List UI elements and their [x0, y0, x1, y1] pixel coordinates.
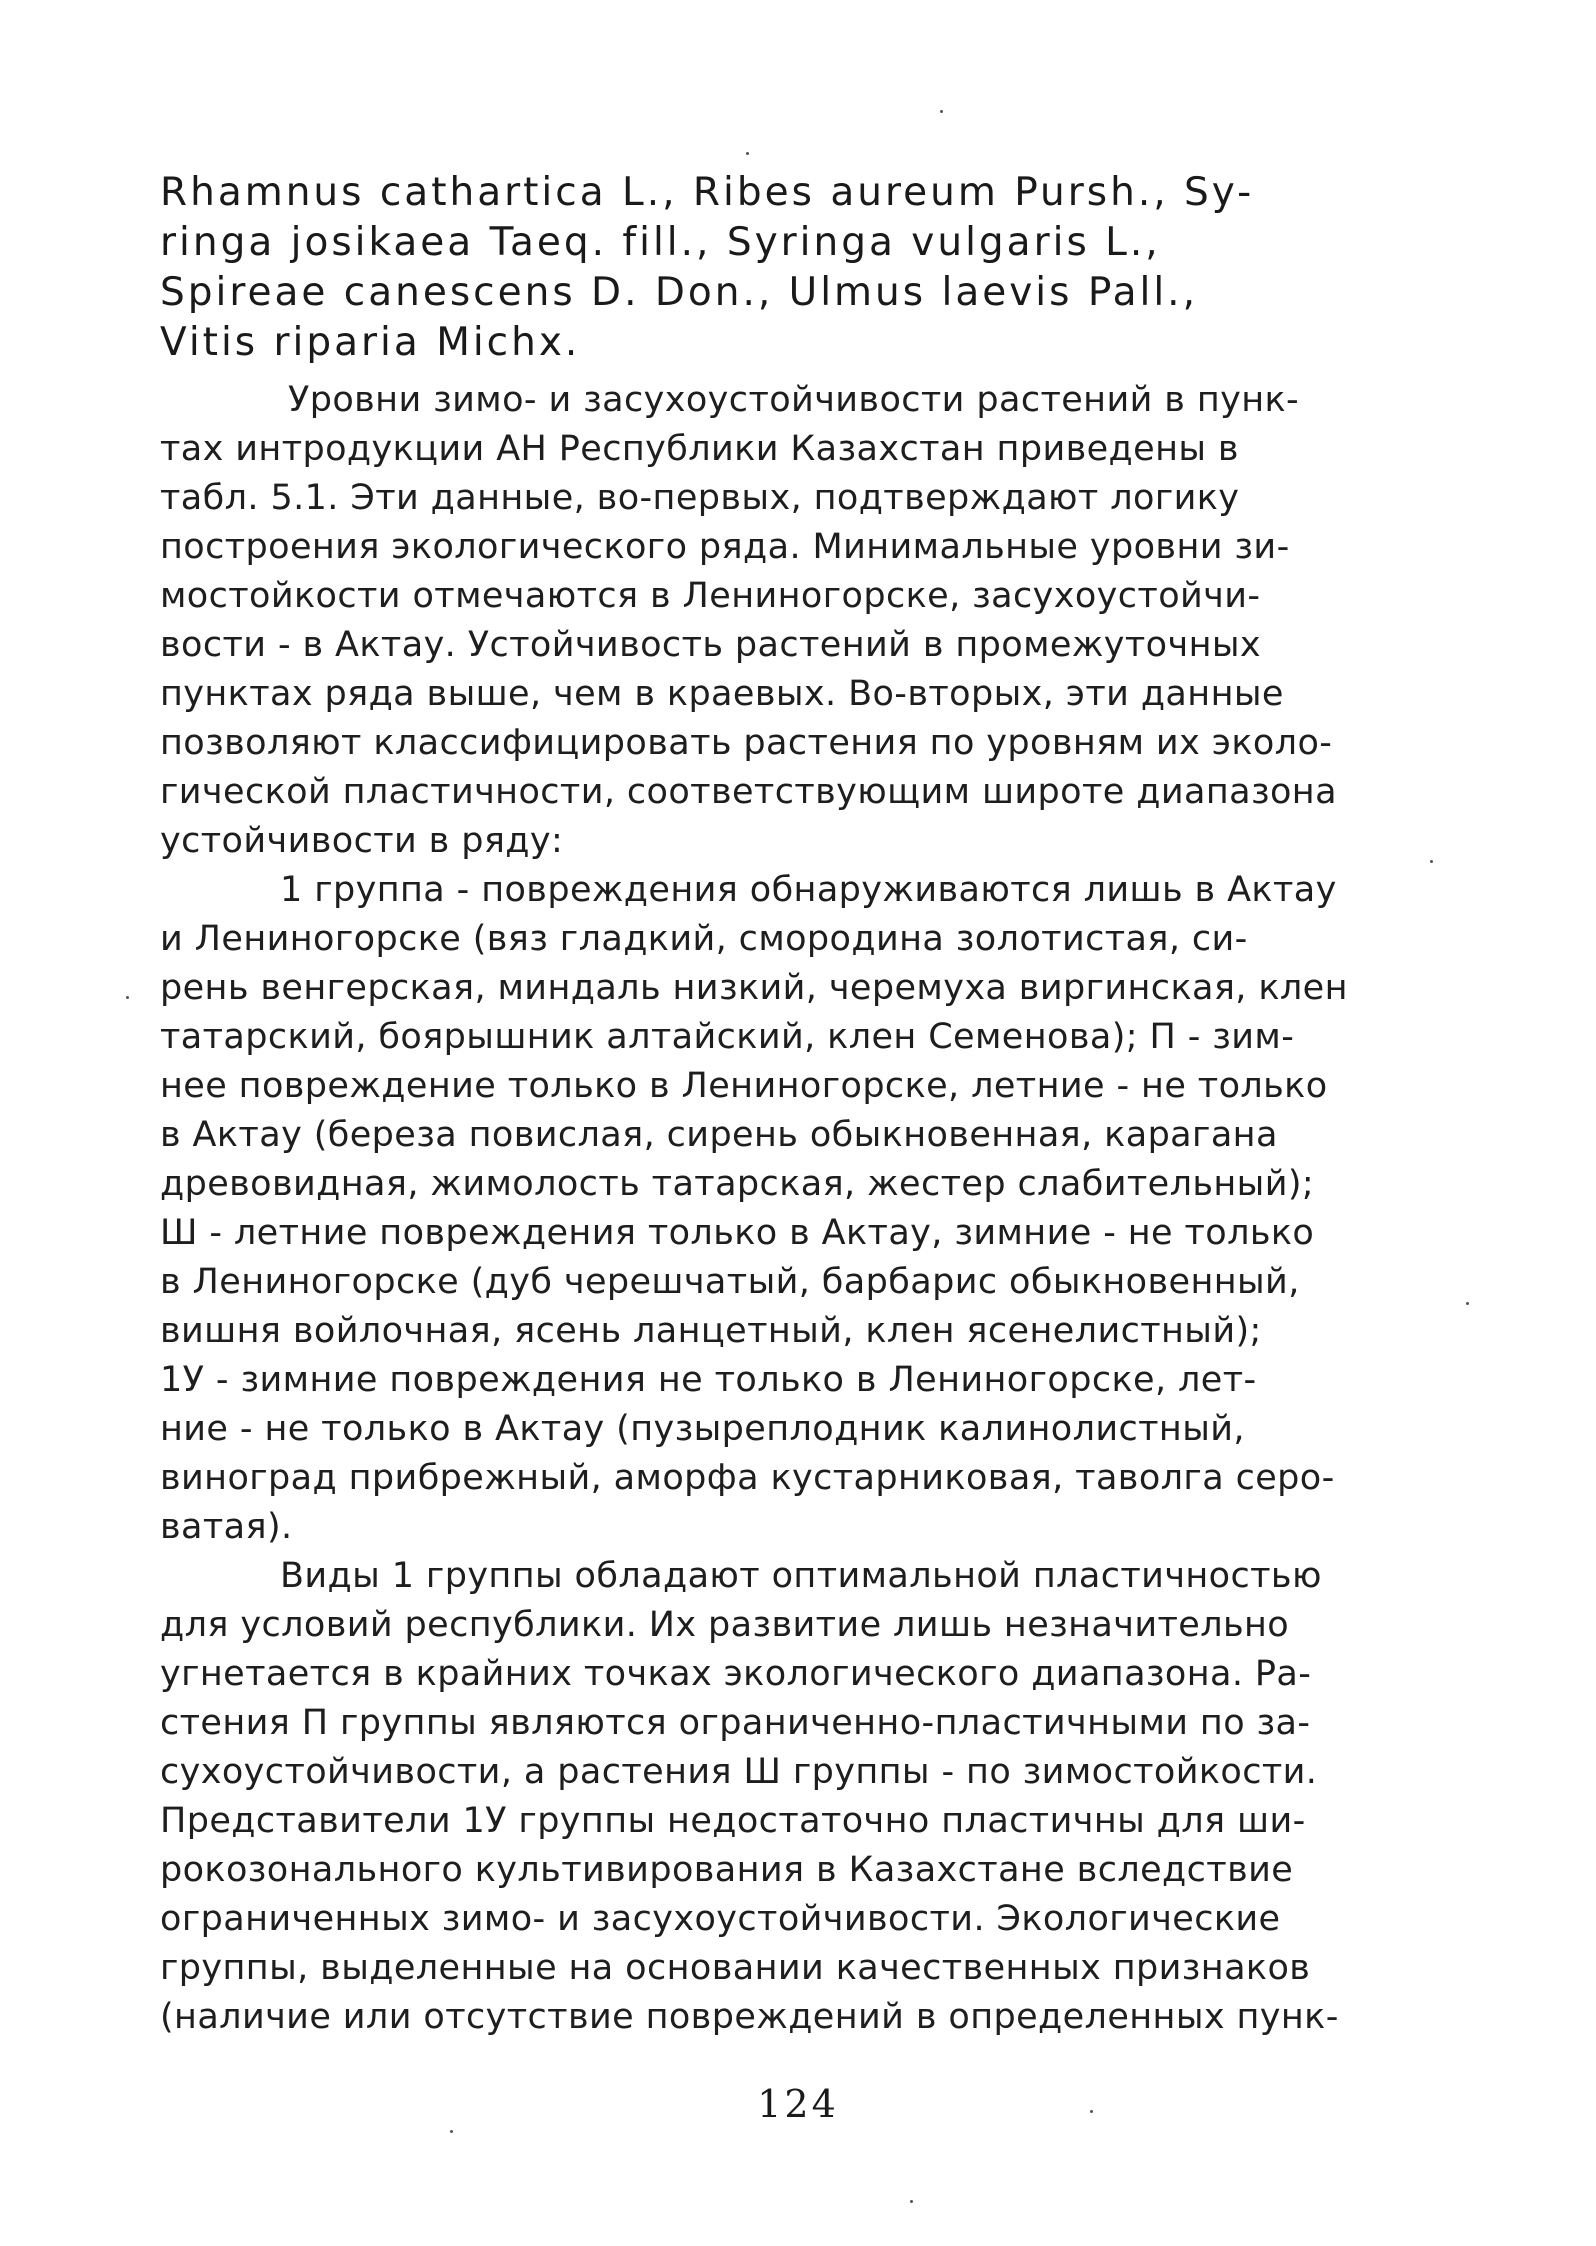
text-line: древовидная, жимолость татарская, жестер слабительный); [160, 1164, 1315, 1204]
text-line: для условий республики. Их развитие лишь незначительно [160, 1605, 1290, 1645]
text-line: Уровни зимо- и засухоустойчивости растений в пунк- [288, 380, 1300, 420]
scan-speck [1430, 860, 1433, 863]
latin-line: Spireae canescens D. Don., Ulmus laevis Pall., [160, 270, 1198, 315]
text-line: ние - не только в Актау (пузыреплодник калинолистный, [160, 1409, 1245, 1449]
text-line: устойчивости в ряду: [160, 821, 564, 861]
paragraph-gap [160, 368, 1480, 376]
paragraph-resistance-levels [160, 376, 1480, 866]
scan-speck [1466, 1302, 1469, 1305]
scan-speck [126, 996, 129, 999]
text-line: в Актау (береза повислая, сирень обыкновенная, карагана [160, 1115, 1278, 1155]
text-line: группы, выделенные на основании качественных признаков [160, 1948, 1311, 1988]
text-line: 1 группа - повреждения обнаруживаются лишь в Актау [280, 870, 1337, 910]
scan-speck [746, 152, 749, 155]
text-line: построения экологического ряда. Минимальные уровни зи- [160, 527, 1290, 567]
text-line: (наличие или отсутствие повреждений в определенных пунк- [160, 1997, 1339, 2037]
scan-speck [450, 2130, 453, 2133]
text-line: мостойкости отмечаются в Лениногорске, засухоустойчи- [160, 576, 1261, 616]
text-line: в Лениногорске (дуб черешчатый, барбарис обыкновенный, [160, 1262, 1300, 1302]
text-line: Ш - летние повреждения только в Актау, зимние - не только [160, 1213, 1315, 1253]
text-line: 1У - зимние повреждения не только в Лениногорске, лет- [160, 1360, 1257, 1400]
scan-speck [940, 110, 943, 113]
paragraph-group-plasticity [160, 1552, 1480, 2042]
body-text [160, 168, 1480, 2042]
text-line: татарский, боярышник алтайский, клен Семенова); П - зим- [160, 1017, 1295, 1057]
text-line: гической пластичности, соответствующим широте диапазона [160, 772, 1337, 812]
text-line: позволяют классифицировать растения по уровням их эколо- [160, 723, 1333, 763]
page-number: 124 [757, 2082, 839, 2126]
text-line: нее повреждение только в Лениногорске, летние - не только [160, 1066, 1328, 1106]
text-line: рень венгерская, миндаль низкий, черемуха виргинская, клен [160, 968, 1348, 1008]
text-line: угнетается в крайних точках экологического диапазона. Ра- [160, 1654, 1312, 1694]
text-line: табл. 5.1. Эти данные, во-первых, подтверждают логику [160, 478, 1240, 518]
text-line: сухоустойчивости, а растения Ш группы - по зимостойкости. [160, 1752, 1318, 1792]
species-list-latin [160, 168, 1480, 368]
scan-speck [1090, 2110, 1093, 2113]
scan-speck [910, 2200, 913, 2203]
text-line: пунктах ряда выше, чем в краевых. Во-вторых, эти данные [160, 674, 1284, 714]
latin-line: Rhamnus cathartica L., Ribes aureum Pursh., Sy- [160, 170, 1255, 215]
paragraph-plant-groups [160, 866, 1480, 1552]
text-line: и Лениногорске (вяз гладкий, смородина золотистая, си- [160, 919, 1248, 959]
text-line: стения П группы являются ограниченно-пластичными по за- [160, 1703, 1311, 1743]
text-line: вости - в Актау. Устойчивость растений в промежуточных [160, 625, 1261, 665]
latin-line: ringa josikaea Taeq. fill., Syringa vulgaris L., [160, 220, 1161, 265]
text-line: вишня войлочная, ясень ланцетный, клен ясенелистный); [160, 1311, 1262, 1351]
text-line: ограниченных зимо- и засухоустойчивости. Экологические [160, 1899, 1281, 1939]
text-line: Представители 1У группы недостаточно пластичны для ши- [160, 1801, 1306, 1841]
text-line: ватая). [160, 1507, 293, 1547]
text-line: тах интродукции АН Республики Казахстан приведены в [160, 429, 1239, 469]
text-line: Виды 1 группы обладают оптимальной пластичностью [280, 1556, 1322, 1596]
text-line: рокозонального культивирования в Казахстане вследствие [160, 1850, 1294, 1890]
latin-line: Vitis riparia Michx. [160, 320, 581, 365]
text-line: виноград прибрежный, аморфа кустарниковая, таволга серо- [160, 1458, 1335, 1498]
